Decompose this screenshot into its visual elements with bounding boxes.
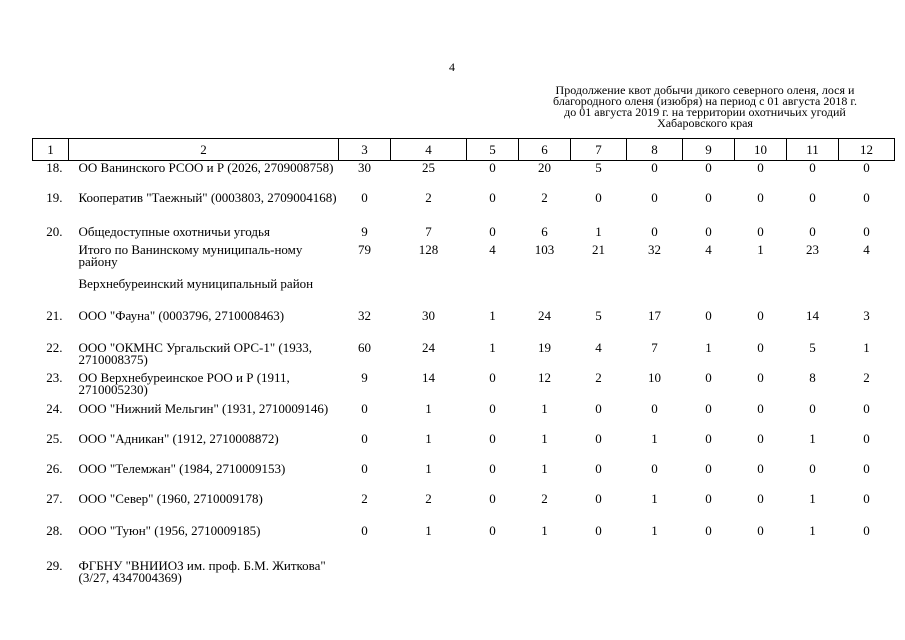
organization-name: Общедоступные охотничьи угодья (78, 224, 270, 239)
column-header: 4 (391, 139, 467, 161)
quota-value: 0 (863, 224, 870, 239)
quota-value: 1 (651, 491, 658, 506)
quota-value: 0 (863, 523, 870, 538)
quota-value: 14 (422, 370, 435, 385)
row-number: 23. (46, 370, 63, 385)
quota-value (627, 278, 683, 310)
quota-value: 0 (489, 160, 496, 175)
quota-value: 1 (757, 242, 764, 257)
quota-value: 0 (595, 491, 602, 506)
quota-value: 0 (489, 401, 496, 416)
quota-value: 5 (809, 340, 816, 355)
quota-value (627, 560, 683, 596)
organization-name: ООО "Туюн" (1956, 2710009185) (78, 523, 261, 538)
row-number (33, 244, 69, 278)
quota-value: 5 (595, 160, 602, 175)
quota-value: 0 (705, 224, 712, 239)
row-number: 22. (46, 340, 63, 355)
quota-value: 103 (534, 242, 555, 257)
quota-table (32, 138, 895, 596)
quota-value: 32 (358, 308, 371, 323)
row-number: 20. (46, 224, 63, 239)
organization-name: ООО "Адникан" (1912, 2710008872) (78, 431, 279, 446)
quota-value: 0 (489, 431, 496, 446)
quota-value: 0 (705, 401, 712, 416)
quota-value: 17 (648, 308, 661, 323)
quota-value (683, 560, 735, 596)
organization-name: ОО Верхнебуреинское РОО и Р (1911, 2710005230) (78, 370, 290, 397)
quota-value: 7 (425, 224, 432, 239)
quota-value: 1 (651, 431, 658, 446)
quota-value: 1 (809, 523, 816, 538)
organization-name: ОО Ванинского РСОО и Р (2026, 2709008758) (78, 160, 334, 175)
column-header: 1 (33, 139, 69, 161)
quota-value: 0 (705, 461, 712, 476)
quota-value: 1 (541, 431, 548, 446)
column-header: 7 (571, 139, 627, 161)
quota-value: 0 (651, 160, 658, 175)
row-number: 28. (46, 523, 63, 538)
quota-value: 0 (489, 370, 496, 385)
quota-value (839, 560, 895, 596)
organization-name: ООО "ОКМНС Ургальский ОРС-1" (1933, 2710008375) (78, 340, 313, 367)
quota-value: 1 (425, 461, 432, 476)
quota-value: 0 (489, 523, 496, 538)
column-header: 8 (627, 139, 683, 161)
quota-value: 0 (863, 401, 870, 416)
organization-name: ООО "Нижний Мельгин" (1931, 2710009146) (78, 401, 329, 416)
quota-value: 0 (757, 431, 764, 446)
quota-value: 0 (757, 523, 764, 538)
quota-value: 0 (757, 224, 764, 239)
caption-line: до 01 августа 2019 г. на территории охотничьих угодий (564, 105, 846, 119)
table-row (33, 342, 895, 372)
quota-value (735, 560, 787, 596)
quota-value: 0 (757, 160, 764, 175)
table-row (33, 525, 895, 560)
quota-value: 0 (863, 491, 870, 506)
quota-value (839, 278, 895, 310)
quota-value (735, 278, 787, 310)
quota-value: 0 (595, 523, 602, 538)
quota-value (339, 560, 391, 596)
quota-value: 1 (809, 491, 816, 506)
column-header: 11 (787, 139, 839, 161)
quota-value: 0 (361, 401, 368, 416)
caption-line: Хабаровского края (657, 116, 753, 130)
row-number: 27. (46, 491, 63, 506)
quota-value (391, 278, 467, 310)
table-row (33, 192, 895, 226)
quota-value: 20 (538, 160, 551, 175)
quota-value: 9 (361, 370, 368, 385)
quota-value: 0 (705, 308, 712, 323)
quota-value: 4 (489, 242, 496, 257)
quota-value: 30 (422, 308, 435, 323)
column-header: 12 (839, 139, 895, 161)
organization-name: Кооператив "Таежный" (0003803, 2709004168) (78, 190, 337, 205)
quota-value: 0 (863, 160, 870, 175)
quota-value: 0 (863, 190, 870, 205)
quota-value: 1 (541, 461, 548, 476)
quota-value: 2 (541, 190, 548, 205)
quota-value (519, 278, 571, 310)
column-header: 6 (519, 139, 571, 161)
quota-value: 2 (361, 491, 368, 506)
page-number: 4 (449, 60, 455, 74)
quota-value: 2 (425, 491, 432, 506)
quota-value: 1 (425, 401, 432, 416)
quota-value: 1 (863, 340, 870, 355)
quota-value: 0 (489, 190, 496, 205)
row-number: 21. (46, 308, 63, 323)
column-header: 2 (69, 139, 339, 161)
table-row (33, 310, 895, 342)
row-number: 26. (46, 461, 63, 476)
quota-value: 0 (361, 523, 368, 538)
quota-value: 2 (595, 370, 602, 385)
quota-value: 0 (705, 190, 712, 205)
row-number: 29. (46, 558, 63, 573)
row-number (33, 278, 69, 310)
quota-value: 0 (705, 431, 712, 446)
quota-value: 0 (489, 491, 496, 506)
organization-name: Итого по Ванинскому муниципаль-ному району (78, 242, 303, 269)
table-row (33, 161, 895, 193)
quota-value: 30 (358, 160, 371, 175)
quota-value: 9 (361, 224, 368, 239)
quota-value: 0 (361, 190, 368, 205)
quota-value: 60 (358, 340, 371, 355)
quota-value: 0 (595, 401, 602, 416)
quota-value: 128 (418, 242, 439, 257)
quota-value (787, 560, 839, 596)
quota-value (519, 560, 571, 596)
table-caption (520, 85, 890, 129)
row-number: 18. (46, 160, 63, 175)
quota-value: 2 (425, 190, 432, 205)
quota-value: 0 (705, 370, 712, 385)
quota-value: 1 (425, 431, 432, 446)
quota-value: 0 (757, 491, 764, 506)
quota-value: 0 (757, 370, 764, 385)
quota-value: 12 (538, 370, 551, 385)
column-header: 10 (735, 139, 787, 161)
table-row (33, 244, 895, 278)
row-number: 19. (46, 190, 63, 205)
table-row (33, 372, 895, 403)
quota-value: 14 (806, 308, 819, 323)
quota-value: 24 (538, 308, 551, 323)
quota-value: 0 (757, 190, 764, 205)
quota-value: 0 (809, 190, 816, 205)
quota-value: 0 (757, 461, 764, 476)
row-number: 24. (46, 401, 63, 416)
quota-value: 10 (648, 370, 661, 385)
organization-name: Верхнебуреинский муниципальный район (78, 276, 314, 291)
quota-value: 0 (757, 401, 764, 416)
quota-value: 1 (809, 431, 816, 446)
quota-value: 1 (489, 308, 496, 323)
organization-name: ООО "Фауна" (0003796, 2710008463) (78, 308, 285, 323)
quota-value: 1 (425, 523, 432, 538)
quota-value: 0 (757, 308, 764, 323)
quota-value: 6 (541, 224, 548, 239)
quota-value: 0 (595, 461, 602, 476)
quota-value (571, 560, 627, 596)
table-row (33, 403, 895, 433)
quota-value: 0 (651, 461, 658, 476)
quota-value: 0 (705, 160, 712, 175)
quota-value: 2 (863, 370, 870, 385)
column-header: 3 (339, 139, 391, 161)
quota-value: 0 (705, 523, 712, 538)
table-row (33, 433, 895, 463)
row-number: 25. (46, 431, 63, 446)
quota-value: 1 (541, 523, 548, 538)
header-row (33, 139, 895, 161)
quota-value: 4 (595, 340, 602, 355)
table-row (33, 278, 895, 310)
column-header: 5 (467, 139, 519, 161)
quota-value: 7 (651, 340, 658, 355)
quota-value: 23 (806, 242, 819, 257)
quota-value: 8 (809, 370, 816, 385)
quota-value: 0 (757, 340, 764, 355)
quota-value: 4 (705, 242, 712, 257)
quota-value: 0 (489, 461, 496, 476)
quota-value: 1 (595, 224, 602, 239)
quota-value: 0 (705, 491, 712, 506)
quota-value: 5 (595, 308, 602, 323)
quota-value: 0 (651, 224, 658, 239)
quota-value: 0 (595, 431, 602, 446)
quota-value: 0 (651, 190, 658, 205)
table-row (33, 463, 895, 493)
quota-value: 19 (538, 340, 551, 355)
quota-value (467, 560, 519, 596)
quota-value: 0 (809, 224, 816, 239)
quota-value: 21 (592, 242, 605, 257)
quota-value: 0 (489, 224, 496, 239)
quota-value: 0 (863, 461, 870, 476)
quota-value: 24 (422, 340, 435, 355)
quota-value: 0 (863, 431, 870, 446)
quota-value (787, 278, 839, 310)
quota-value: 1 (651, 523, 658, 538)
quota-value: 0 (595, 190, 602, 205)
quota-value: 0 (651, 401, 658, 416)
quota-value: 32 (648, 242, 661, 257)
table-row (33, 560, 895, 596)
quota-value: 0 (361, 461, 368, 476)
quota-value (571, 278, 627, 310)
quota-value (391, 560, 467, 596)
column-header: 9 (683, 139, 735, 161)
organization-name: ООО "Телемжан" (1984, 2710009153) (78, 461, 286, 476)
quota-value: 4 (863, 242, 870, 257)
quota-value: 79 (358, 242, 371, 257)
quota-value: 1 (489, 340, 496, 355)
quota-value: 0 (809, 461, 816, 476)
quota-value: 1 (705, 340, 712, 355)
quota-value: 0 (809, 401, 816, 416)
quota-value (683, 278, 735, 310)
caption-line: благородного оленя (изюбря) на период с 01 августа 2018 г. (553, 94, 857, 108)
quota-value: 0 (809, 160, 816, 175)
quota-value (339, 278, 391, 310)
quota-value: 25 (422, 160, 435, 175)
caption-line: Продолжение квот добычи дикого северного оленя, лося и (555, 83, 855, 97)
quota-value: 0 (361, 431, 368, 446)
table-row (33, 493, 895, 525)
organization-name: ООО "Север" (1960, 2710009178) (78, 491, 263, 506)
quota-value: 1 (541, 401, 548, 416)
quota-value: 2 (541, 491, 548, 506)
quota-value: 3 (863, 308, 870, 323)
quota-value (467, 278, 519, 310)
organization-name: ФГБНУ "ВНИИОЗ им. проф. Б.М. Житкова" (3/27, 4347004369) (78, 558, 326, 585)
